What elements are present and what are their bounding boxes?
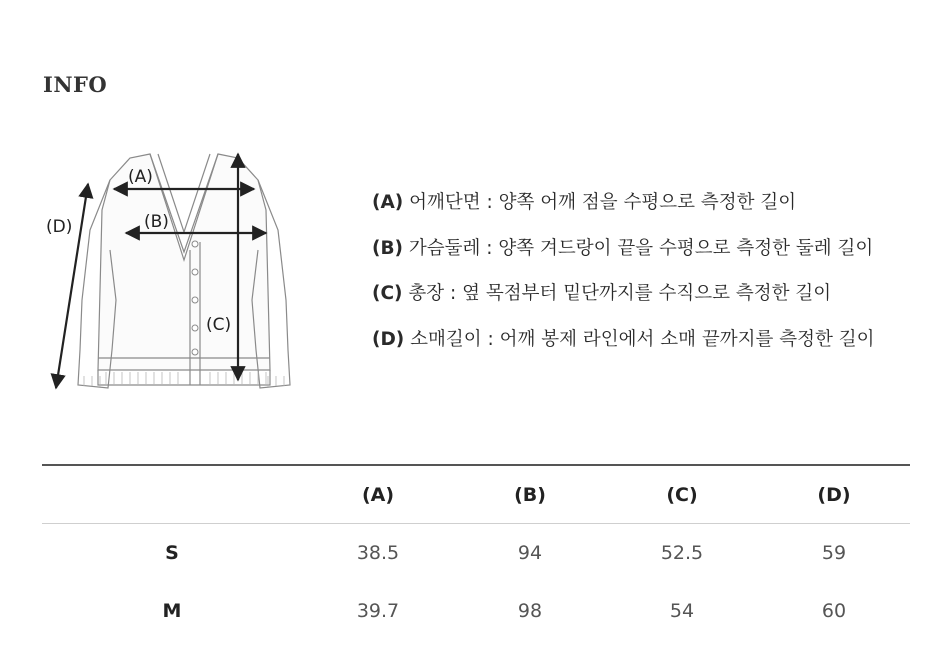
table-header-cell [42, 465, 302, 524]
size-table [42, 464, 910, 640]
table-row [42, 524, 910, 583]
table-header-cell: (A) [361, 483, 395, 506]
label-c: (C) [206, 315, 232, 335]
description-item: (C) 총장 : 옆 목점부터 밑단까지를 수직으로 측정한 길이 [372, 283, 832, 304]
description-item: (D) 소매길이 : 어깨 봉제 라인에서 소매 끝까지를 측정한 길이 [372, 328, 875, 350]
table-cell: 54 [669, 600, 695, 622]
table-cell: 52.5 [660, 542, 704, 564]
description-item: (B) 가슴둘레 : 양쪽 겨드랑이 끝을 수평으로 측정한 둘레 길이 [372, 237, 874, 259]
table-cell: 98 [517, 600, 543, 622]
table-header-row [42, 465, 910, 524]
measurement-description-list [372, 189, 875, 371]
table-cell: 94 [517, 542, 543, 564]
cardigan-measurement-diagram [40, 140, 330, 400]
table-row [42, 582, 910, 640]
table-cell: 39.7 [356, 600, 400, 622]
table-header-cell: (B) [514, 483, 546, 506]
label-b: (B) [144, 212, 169, 232]
table-cell: 60 [821, 600, 847, 622]
table-cell: 59 [821, 542, 847, 564]
description-item: (A) 어깨단면 : 양쪽 어깨 점을 수평으로 측정한 길이 [372, 192, 797, 213]
size-label: M [162, 600, 182, 622]
label-d: (D) [46, 217, 73, 237]
info-title: INFO [43, 72, 108, 97]
table-cell: 38.5 [356, 542, 400, 564]
table-header-cell: (D) [817, 483, 851, 506]
table-header-cell: (C) [666, 483, 698, 506]
label-a: (A) [128, 167, 153, 187]
size-label: S [165, 542, 179, 564]
